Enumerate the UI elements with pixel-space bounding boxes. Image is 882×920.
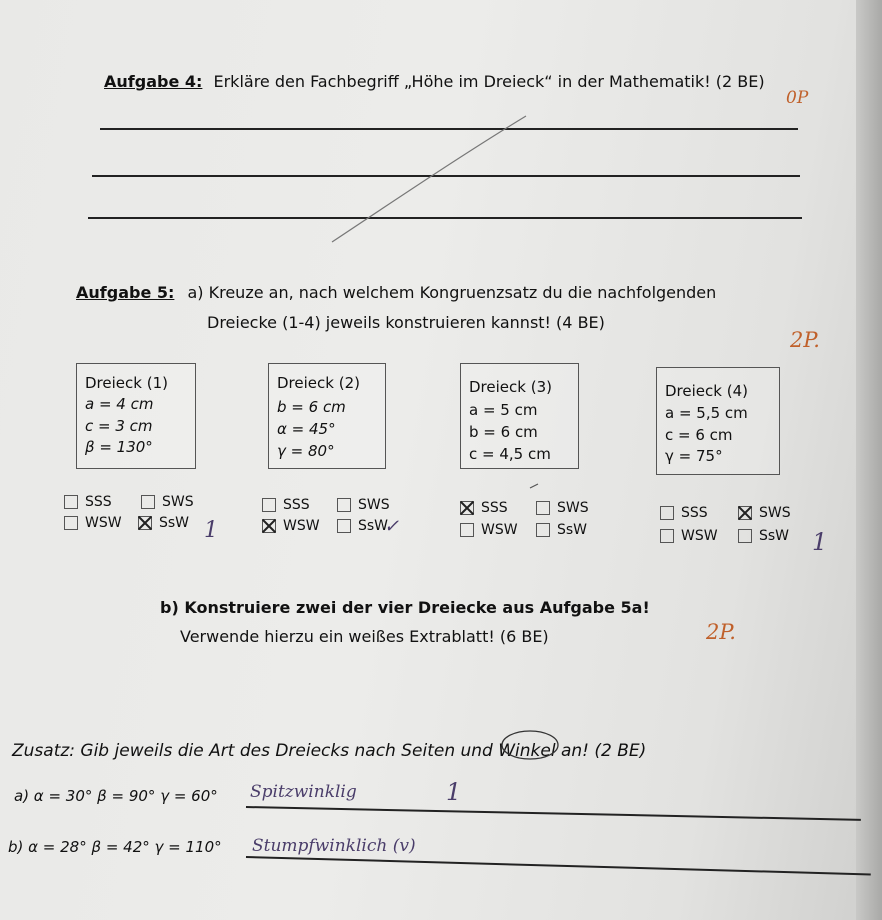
triangle-1-name: Dreieck (1) <box>85 374 168 392</box>
triangle-4-value: c = 6 cm <box>665 426 733 444</box>
option-label: SWS <box>557 500 589 516</box>
task5-line1: a) Kreuze an, nach welchem Kongruenzsatz du die nachfolgenden <box>187 283 717 302</box>
triangle-2-value: α = 45° <box>277 420 336 438</box>
zusatz-a-answer: Spitzwinklig <box>250 782 357 802</box>
triangle-3-name: Dreieck (3) <box>469 378 552 396</box>
task5b-line1: b) Konstruiere zwei der vier Dreiecke aus Aufgabe 5a! <box>160 598 650 617</box>
task5b-score-mark: 2P. <box>706 620 736 644</box>
option-label: SsW <box>557 522 588 538</box>
triangle-2-value: γ = 80° <box>277 442 335 460</box>
triangle-3-value: b = 6 cm <box>469 423 538 441</box>
zusatz-heading: Zusatz: Gib jeweils die Art des Dreiecks nach Seiten und Winkel an! (2 BE) <box>12 741 647 761</box>
triangle-4-name: Dreieck (4) <box>665 382 748 400</box>
strike-diagonal-mark <box>332 116 526 242</box>
task4-text: Erkläre den Fachbegriff „Höhe im Dreieck“ in der Mathematik! (2 BE) <box>213 72 765 91</box>
triangle-4-value: γ = 75° <box>665 447 723 465</box>
option-label: SWS <box>759 505 791 521</box>
triangle-1-value: c = 3 cm <box>85 417 153 435</box>
task5-line2: Dreiecke (1-4) jeweils konstruieren kannst! (4 BE) <box>207 313 605 332</box>
option-label: SSS <box>85 494 112 510</box>
triangle-1-value: a = 4 cm <box>85 395 154 413</box>
option-label: WSW <box>681 528 718 544</box>
task5a-score-mark: 2P. <box>790 328 820 352</box>
option-label: SWS <box>162 494 194 510</box>
option-label: SSS <box>481 500 508 516</box>
circle-mark <box>502 731 558 759</box>
task4-title: Aufgabe 4: <box>104 72 203 91</box>
tick-mark <box>530 484 538 488</box>
triangle-2-name: Dreieck (2) <box>277 374 360 392</box>
zusatz-a-label: a) α = 30° β = 90° γ = 60° <box>14 787 218 805</box>
t1-score: 1 <box>204 518 218 543</box>
task4-score-mark: 0P <box>786 88 809 108</box>
zusatz-b-answer: Stumpfwinklich (v) <box>252 836 416 856</box>
zusatz-b-label: b) α = 28° β = 42° γ = 110° <box>8 838 222 856</box>
option-label: SSS <box>283 497 310 513</box>
option-label: WSW <box>481 522 518 538</box>
triangle-3-value: c = 4,5 cm <box>469 445 551 463</box>
t4-score: 1 <box>812 528 828 556</box>
t2-score: ✓ <box>384 516 400 537</box>
option-label: SsW <box>159 515 190 531</box>
triangle-2-value: b = 6 cm <box>277 398 346 416</box>
task5-title: Aufgabe 5: <box>76 283 175 302</box>
triangle-4-value: a = 5,5 cm <box>665 404 748 422</box>
option-label: SsW <box>358 518 389 534</box>
option-label: SWS <box>358 497 390 513</box>
option-label: WSW <box>85 515 122 531</box>
option-label: SsW <box>759 528 790 544</box>
triangle-1-value: β = 130° <box>85 438 153 456</box>
zusatz-a-score: 1 <box>446 778 462 806</box>
triangle-3-value: a = 5 cm <box>469 401 538 419</box>
task5b-line2: Verwende hierzu ein weißes Extrablatt! (6 BE) <box>180 627 549 646</box>
option-label: SSS <box>681 505 708 521</box>
option-label: WSW <box>283 518 320 534</box>
